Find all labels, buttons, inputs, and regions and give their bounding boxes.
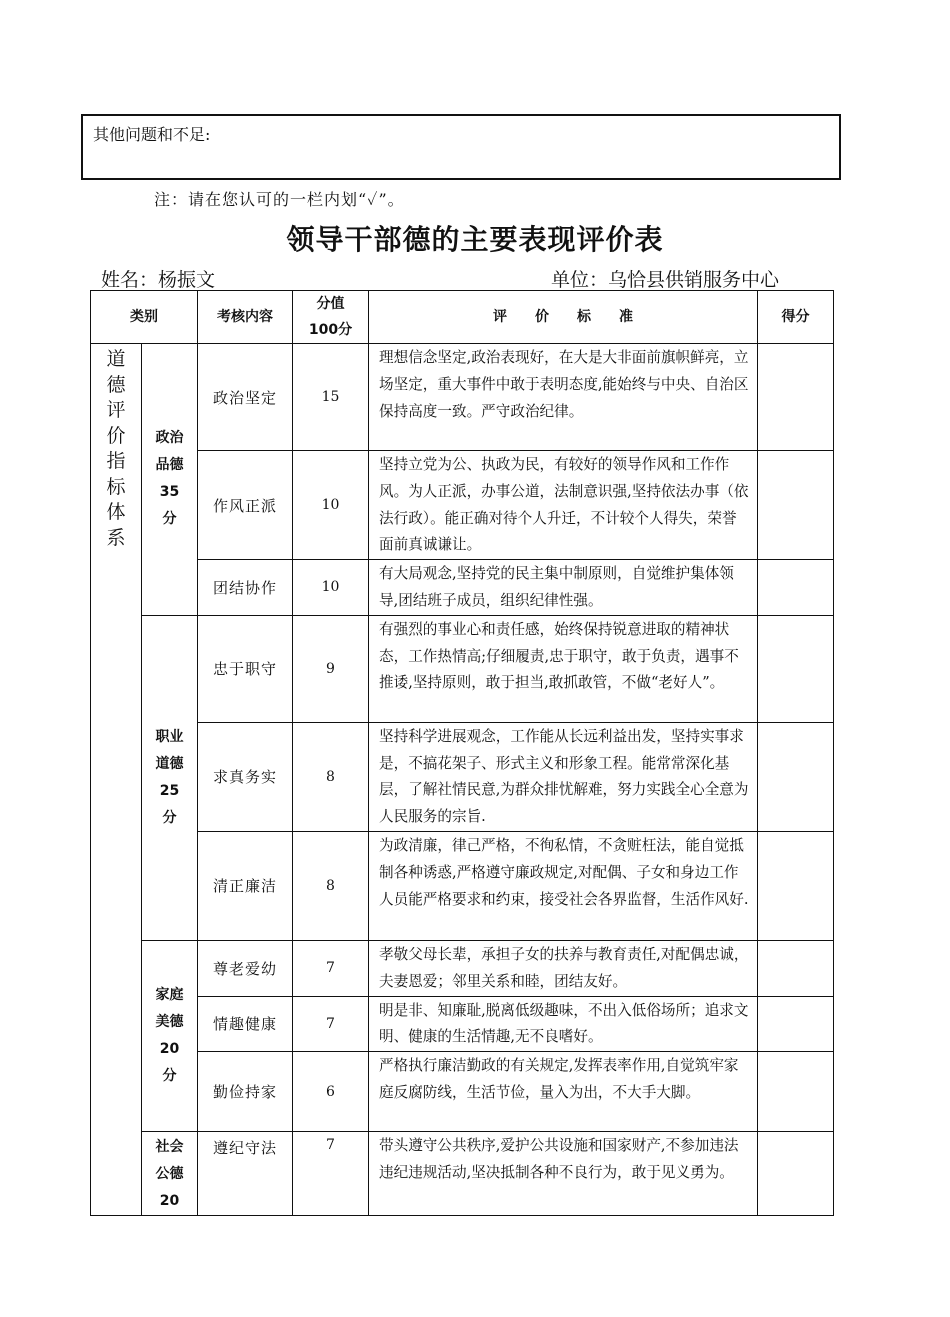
header-score-line1: 分值 (316, 296, 345, 312)
main-category-cell (91, 344, 142, 1216)
subcategory-cell (142, 615, 198, 940)
item-cell: 勤俭持家 (198, 1052, 293, 1132)
subcategory-cell (142, 344, 198, 616)
subcategory-line: 职业 (155, 728, 184, 745)
table-row (91, 996, 834, 1052)
table-row (91, 1132, 834, 1216)
standard-cell: 孝敬父母长辈，承担子女的扶养与教育责任,对配偶忠诚，夫妻恩爱；邻里关系和睦，团结友好。 (369, 940, 758, 996)
subcategory-line: 20 (159, 1041, 180, 1058)
other-issues-label: 其他问题和不足: (93, 125, 211, 144)
page-title: 领导干部德的主要表现评价表 (286, 223, 664, 256)
main-category-char: 指 (106, 450, 126, 472)
got-score-cell[interactable] (758, 615, 834, 722)
score-cell: 15 (293, 344, 369, 451)
subcategory-line: 分 (162, 809, 177, 826)
score-cell: 6 (293, 1052, 369, 1132)
table-row (91, 451, 834, 560)
header-score-line2: 100分 (308, 322, 353, 338)
got-score-cell[interactable] (758, 451, 834, 560)
table-header-row (91, 291, 834, 344)
table-row (91, 560, 834, 616)
subcategory-line: 20 (159, 1193, 180, 1210)
got-score-cell[interactable] (758, 831, 834, 940)
header-category: 类别 (91, 291, 198, 344)
header-score (293, 291, 369, 344)
subcategory-line: 公德 (155, 1166, 184, 1183)
item-cell: 政治坚定 (198, 344, 293, 451)
header-content: 考核内容 (198, 291, 293, 344)
evaluation-table (90, 290, 834, 1216)
subcategory-line: 政治 (155, 430, 184, 447)
name-line: 姓名：杨振文 (101, 269, 216, 291)
subcategory-cell (142, 940, 198, 1131)
subcategory-line: 道德 (155, 755, 184, 772)
score-cell: 7 (293, 940, 369, 996)
score-cell: 7 (293, 996, 369, 1052)
other-issues-box (81, 114, 841, 180)
main-category-char: 德 (106, 373, 126, 396)
standard-cell: 有强烈的事业心和责任感，始终保持锐意进取的精神状态，工作热情高;仔细履责,忠于职守，敢于负责，遇事不推诿,坚持原则，敢于担当,敢抓敢管，不做“老好人”。 (369, 615, 758, 722)
header-standard: 评 价 标 准 (369, 291, 758, 344)
unit-line: 单位：乌恰县供销服务中心 (551, 269, 780, 291)
table-row (91, 831, 834, 940)
table-row (91, 940, 834, 996)
main-category-char: 道 (106, 348, 126, 370)
subcategory-line: 分 (162, 511, 177, 528)
table-row (91, 722, 834, 831)
score-cell: 9 (293, 615, 369, 722)
got-score-cell[interactable] (758, 1132, 834, 1216)
item-cell: 团结协作 (198, 560, 293, 616)
subcategory-line: 35 (159, 484, 180, 501)
got-score-cell[interactable] (758, 560, 834, 616)
score-cell: 8 (293, 722, 369, 831)
subcategory-line: 品德 (155, 457, 184, 474)
score-cell: 10 (293, 451, 369, 560)
standard-cell: 为政清廉，律己严格，不徇私情，不贪赃枉法，能自觉抵制各种诱惑,严格遵守廉政规定,对配偶、子女和身边工作人员能严格要求和约束，接受社会各界监督，生活作风好. (369, 831, 758, 940)
standard-cell: 有大局观念,坚持党的民主集中制原则，自觉维护集体领导,团结班子成员，组织纪律性强。 (369, 560, 758, 616)
got-score-cell[interactable] (758, 722, 834, 831)
score-cell: 7 (293, 1132, 369, 1216)
main-category-char: 价 (106, 424, 126, 447)
table-row (91, 615, 834, 722)
instruction-note: 注：请在您认可的一栏内划“✓”。 (154, 190, 405, 209)
score-cell: 10 (293, 560, 369, 616)
header-got-score: 得分 (758, 291, 834, 344)
table-row (91, 344, 834, 451)
standard-cell: 带头遵守公共秩序,爱护公共设施和国家财产,不参加违法违纪违规活动,坚决抵制各种不良行为，敢于见义勇为。 (369, 1132, 758, 1216)
got-score-cell[interactable] (758, 940, 834, 996)
item-cell: 忠于职守 (198, 615, 293, 722)
standard-cell: 坚持科学进展观念，工作能从长远利益出发，坚持实事求是，不搞花架子、形式主义和形象工程。能常常深化基层，了解社情民意,为群众排忧解难，努力实践全心全意为人民服务的宗旨. (369, 722, 758, 831)
score-cell: 8 (293, 831, 369, 940)
item-cell: 清正廉洁 (198, 831, 293, 940)
item-cell: 遵纪守法 (198, 1132, 293, 1216)
subcategory-cell (142, 1132, 198, 1216)
subcategory-line: 分 (162, 1068, 177, 1085)
got-score-cell[interactable] (758, 344, 834, 451)
subcategory-line: 25 (159, 782, 180, 799)
main-category-char: 评 (106, 399, 126, 421)
item-cell: 求真务实 (198, 722, 293, 831)
standard-cell: 明是非、知廉耻,脱离低级趣味，不出入低俗场所；追求文明、健康的生活情趣,无不良嗜好。 (369, 996, 758, 1052)
subcategory-line: 美德 (155, 1014, 184, 1031)
got-score-cell[interactable] (758, 1052, 834, 1132)
standard-cell: 严格执行廉洁勤政的有关规定,发挥表率作用,自觉筑牢家庭反腐防线，生活节俭，量入为出，不大手大脚。 (369, 1052, 758, 1132)
table-row (91, 1052, 834, 1132)
main-category-char: 标 (106, 475, 126, 498)
main-category-char: 系 (106, 526, 126, 549)
got-score-cell[interactable] (758, 996, 834, 1052)
standard-cell: 坚持立党为公、执政为民，有较好的领导作风和工作作风。为人正派，办事公道，法制意识强,坚持依法办事（依法行政）。能正确对待个人升迁，不计较个人得失，荣誉面前真诚谦让。 (369, 451, 758, 560)
main-category-char: 体 (106, 501, 126, 523)
item-cell: 情趣健康 (198, 996, 293, 1052)
item-cell: 尊老爱幼 (198, 940, 293, 996)
subcategory-line: 社会 (155, 1139, 184, 1156)
subcategory-line: 家庭 (155, 987, 184, 1004)
standard-cell: 理想信念坚定,政治表现好，在大是大非面前旗帜鲜亮，立场坚定，重大事件中敢于表明态度,能始终与中央、自治区保持高度一致。严守政治纪律。 (369, 344, 758, 451)
item-cell: 作风正派 (198, 451, 293, 560)
